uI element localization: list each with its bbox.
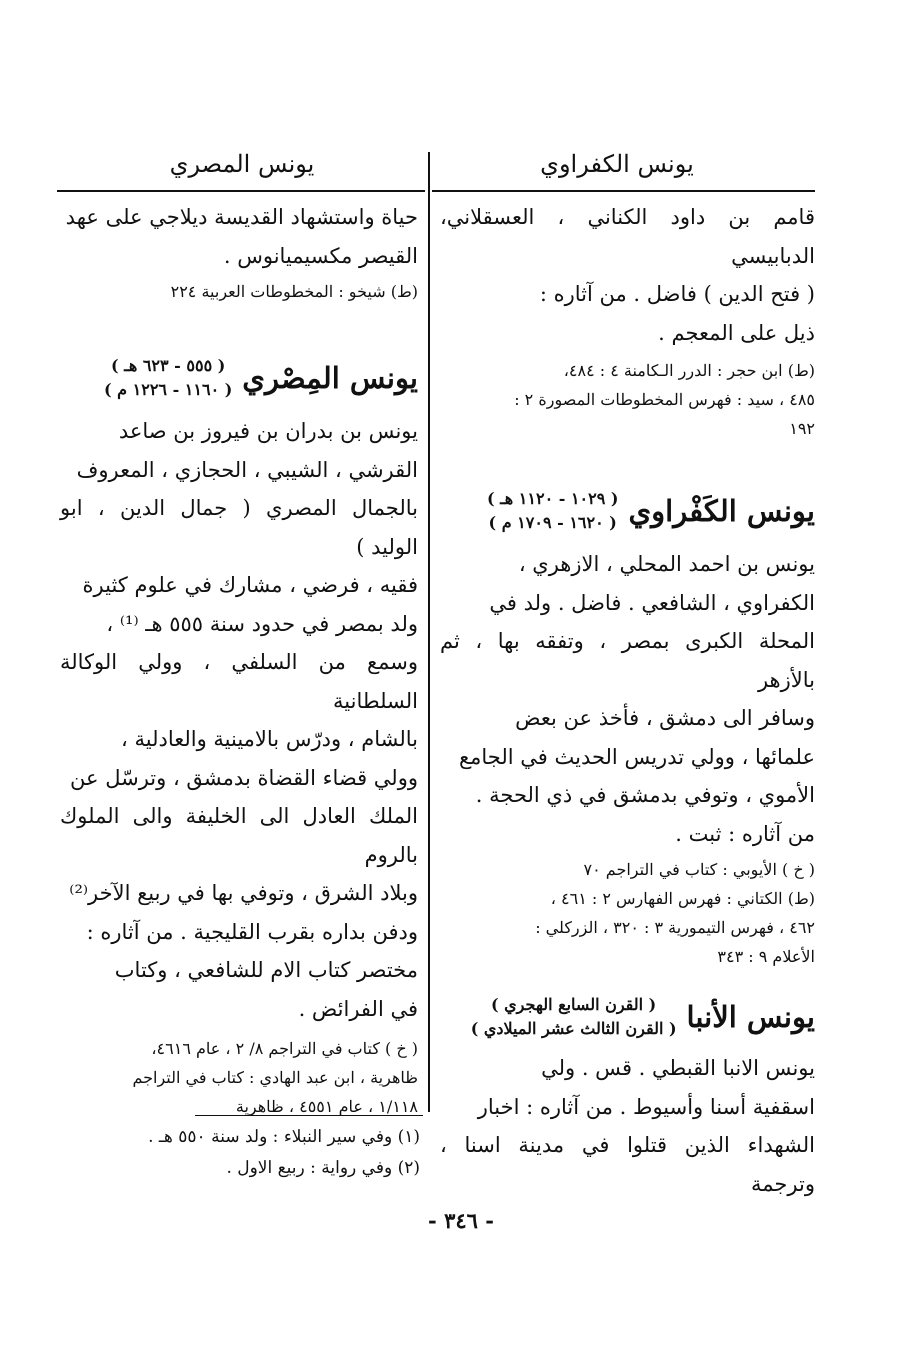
text-line: ودفن بداره بقرب القليجية . من آثاره : xyxy=(86,919,418,944)
ref-line: ١/١١٨ ، عام ٤٥٥١ ، ظاهرية xyxy=(235,1097,418,1116)
footnote-1: (١) وفي سير النبلاء : ولد سنة ٥٥٠ هـ . xyxy=(148,1127,420,1147)
entry-body-anba xyxy=(440,1049,815,1203)
text-line: القيصر مكسيميانوس . xyxy=(223,243,418,268)
ref-line: ( خ ) كتاب في التراجم ٨/ ٢ ، عام ٤٦١٦، xyxy=(151,1039,418,1058)
footnotes xyxy=(60,1122,420,1184)
ref-line: ٤٨٥ ، سيد : فهرس المخطوطات المصورة ٢ : xyxy=(514,390,815,409)
text-line: من آثاره : ثبت . xyxy=(675,821,815,846)
dates-gregorian: ( ١١٦٠ - ١٢٢٦ م ) xyxy=(104,380,233,399)
header-rule-left xyxy=(57,190,425,192)
text-line: القرشي ، الشيبي ، الحجازي ، المعروف xyxy=(76,457,418,482)
header-rule-right xyxy=(432,190,815,192)
ref-line: (ط) ابن حجر : الدرر الـكامنة ٤ : ٤٨٤، xyxy=(563,361,815,380)
entry-refs-kafrawi xyxy=(440,855,815,971)
text-line: في الفرائض . xyxy=(298,996,418,1021)
intro-refs-left xyxy=(60,277,418,306)
entry-heading-anba xyxy=(440,993,815,1041)
intro-refs-right xyxy=(440,356,815,443)
text-line: حياة واستشهاد القديسة ديلاجي على عهد xyxy=(65,205,418,229)
ref-line: ٤٦٢ ، فهرس التيمورية ٣ : ٣٢٠ ، الزركلي : xyxy=(535,918,815,937)
text-line: الأموي ، وتوفي بدمشق في ذي الحجة . xyxy=(475,783,815,807)
header-left: يونس المصري xyxy=(169,150,315,178)
entry-dates xyxy=(487,487,619,535)
text-line: وسافر الى دمشق ، فأخذ عن بعض xyxy=(515,706,815,730)
entry-heading-masri xyxy=(60,354,418,402)
text-line: قامم بن داود الكناني ، العسقلاني، الدبابيسي xyxy=(440,205,815,268)
right-column xyxy=(440,198,815,1203)
ref-line: (ط) شيخو : المخطوطات العربية ٢٢٤ xyxy=(170,282,418,301)
text-line: الشهداء الذين قتلوا في مدينة اسنا ، وترجمة xyxy=(440,1133,815,1196)
entry-name: يونس الأنبا xyxy=(686,1000,815,1034)
text-line: ( فتح الدين ) فاضل . من آثاره : xyxy=(539,282,815,306)
text-line: اسقفية أسنا وأسيوط . من آثاره : اخبار xyxy=(477,1094,815,1119)
entry-body-masri xyxy=(60,412,418,1028)
footnote-2: (٢) وفي رواية : ربيع الاول . xyxy=(226,1158,420,1178)
left-column xyxy=(60,198,418,1121)
ref-line: ١٩٢ xyxy=(789,419,815,438)
entry-name: يونس المِصْري xyxy=(242,361,418,395)
ref-line: ( خ ) الأيوبي : كتاب في التراجم ٧٠ xyxy=(583,860,815,879)
text-line: المحلة الكبرى بمصر ، وتفقه بها ، ثم بالأزهر xyxy=(440,629,815,692)
dates-hijri: ( القرن السابع الهجري ) xyxy=(491,995,657,1014)
text-line: وولي قضاء القضاة بدمشق ، وترسّل عن xyxy=(70,765,418,790)
dates-hijri: ( ٥٥٥ - ٦٢٣ هـ ) xyxy=(110,356,226,375)
entry-refs-masri xyxy=(60,1034,418,1121)
text-line: علمائها ، وولي تدريس الحديث في الجامع xyxy=(458,744,815,769)
text-line: وسمع من السلفي ، وولي الوكالة السلطانية xyxy=(60,650,418,713)
text-line: بالشام ، ودرّس بالامينية والعادلية ، xyxy=(121,727,418,751)
text-line: الملك العادل الى الخليفة والى الملوك بالروم xyxy=(60,804,418,867)
text-line: ذيل على المعجم . xyxy=(658,320,815,345)
page-number: - ٣٤٦ - xyxy=(428,1208,494,1233)
intro-text-left xyxy=(60,198,418,275)
entry-dates xyxy=(471,993,677,1041)
ref-line: ظاهرية ، ابن عبد الهادي : كتاب في التراجم xyxy=(132,1068,418,1087)
dates-gregorian: ( القرن الثالث عشر الميلادي ) xyxy=(470,1019,677,1038)
text-line: يونس بن بدران بن فيروز بن صاعد xyxy=(118,419,418,443)
entry-heading-kafrawi xyxy=(440,487,815,535)
ref-line: الأعلام ٩ : ٣٤٣ xyxy=(717,947,815,966)
ref-line: (ط) الكتاني : فهرس الفهارس ٢ : ٤٦١ ، xyxy=(550,889,815,908)
entry-dates xyxy=(104,354,232,402)
footnote-rule xyxy=(195,1115,423,1116)
text-line: الكفراوي ، الشافعي . فاضل . ولد في xyxy=(489,590,815,615)
text-line: وبلاد الشرق ، وتوفي بها في ربيع الآخر⁽²⁾ xyxy=(69,881,418,905)
text-line: بالجمال المصري ( جمال الدين ، ابو الوليد ) xyxy=(60,496,418,559)
text-line: يونس بن احمد المحلي ، الازهري ، xyxy=(518,552,815,576)
text-line: مختصر كتاب الام للشافعي ، وكتاب xyxy=(114,958,418,982)
dates-gregorian: ( ١٦٢٠ - ١٧٠٩ م ) xyxy=(488,513,617,532)
text-line: فقيه ، فرضي ، مشارك في علوم كثيرة xyxy=(82,573,418,597)
intro-text-right xyxy=(440,198,815,352)
header-right: يونس الكفراوي xyxy=(540,150,694,178)
text-line: يونس الانبا القبطي . قس . ولي xyxy=(541,1056,815,1080)
text-line: ولد بمصر في حدود سنة ٥٥٥ هـ ⁽¹⁾ ، xyxy=(106,611,418,636)
entry-name: يونس الكَفْراوي xyxy=(628,494,815,528)
dates-hijri: ( ١٠٢٩ - ١١٢٠ هـ ) xyxy=(486,489,619,508)
column-divider xyxy=(428,152,430,1112)
entry-body-kafrawi xyxy=(440,545,815,853)
